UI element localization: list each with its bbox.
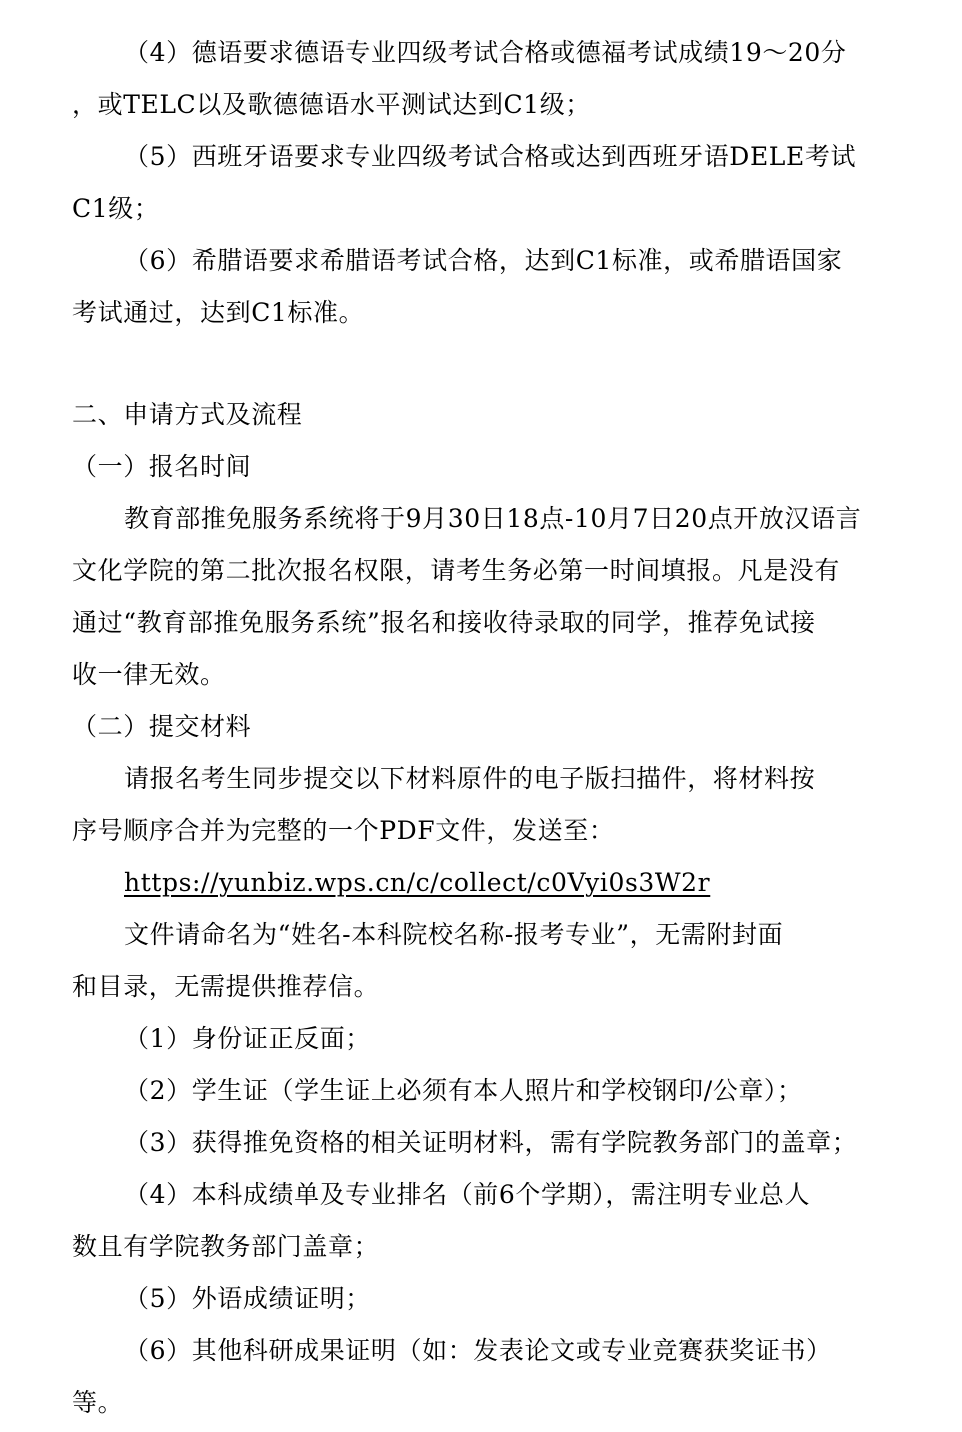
material-item-language-scores: （5）外语成绩证明； (124, 1284, 371, 1313)
naming-instruction-line: 和目录，无需提供推荐信。 (72, 972, 380, 1001)
item-german-requirement-cont: ，或TELC以及歌德德语水平测试达到C1级； (72, 90, 591, 119)
item-german-requirement: （4）德语要求德语专业四级考试合格或德福考试成绩19～20分 (124, 38, 847, 67)
subsection-heading-registration-time: （一）报名时间 (72, 452, 252, 481)
submission-link[interactable]: https://yunbiz.wps.cn/c/collect/c0Vyi0s3W2r (124, 868, 711, 897)
item-spanish-requirement: （5）西班牙语要求专业四级考试合格或达到西班牙语DELE考试 (124, 142, 857, 171)
item-spanish-requirement-cont: C1级； (72, 194, 160, 223)
material-item-id-card: （1）身份证正反面； (124, 1024, 371, 1053)
materials-paragraph-line: 序号顺序合并为完整的一个PDF文件，发送至： (72, 816, 615, 845)
materials-paragraph-line: 请报名考生同步提交以下材料原件的电子版扫描件，将材料按 (124, 764, 816, 793)
material-item-transcript: （4）本科成绩单及专业排名（前6个学期），需注明专业总人 (124, 1180, 811, 1209)
item-greek-requirement-cont: 考试通过，达到C1标准。 (72, 298, 365, 327)
material-item-research-achievements-cont: 等。 (72, 1388, 124, 1417)
naming-instruction-line: 文件请命名为“姓名-本科院校名称-报考专业”，无需附封面 (124, 920, 784, 949)
material-item-qualification-proof: （3）获得推免资格的相关证明材料，需有学院教务部门的盖章； (124, 1128, 858, 1157)
material-item-transcript-cont: 数且有学院教务部门盖章； (72, 1232, 380, 1261)
subsection-heading-materials: （二）提交材料 (72, 712, 252, 741)
registration-paragraph-line: 教育部推免服务系统将于9月30日18点-10月7日20点开放汉语言 (124, 504, 862, 533)
material-item-student-card: （2）学生证（学生证上必须有本人照片和学校钢印/公章）； (124, 1076, 803, 1105)
registration-paragraph-line: 文化学院的第二批次报名权限，请考生务必第一时间填报。凡是没有 (72, 556, 841, 585)
material-item-research-achievements: （6）其他科研成果证明（如：发表论文或专业竞赛获奖证书） (124, 1336, 832, 1365)
registration-paragraph-line: 通过“教育部推免服务系统”报名和接收待录取的同学，推荐免试接 (72, 608, 816, 637)
item-greek-requirement: （6）希腊语要求希腊语考试合格，达到C1标准，或希腊语国家 (124, 246, 843, 275)
registration-paragraph-line: 收一律无效。 (72, 660, 226, 689)
section-heading: 二、申请方式及流程 (72, 400, 303, 429)
